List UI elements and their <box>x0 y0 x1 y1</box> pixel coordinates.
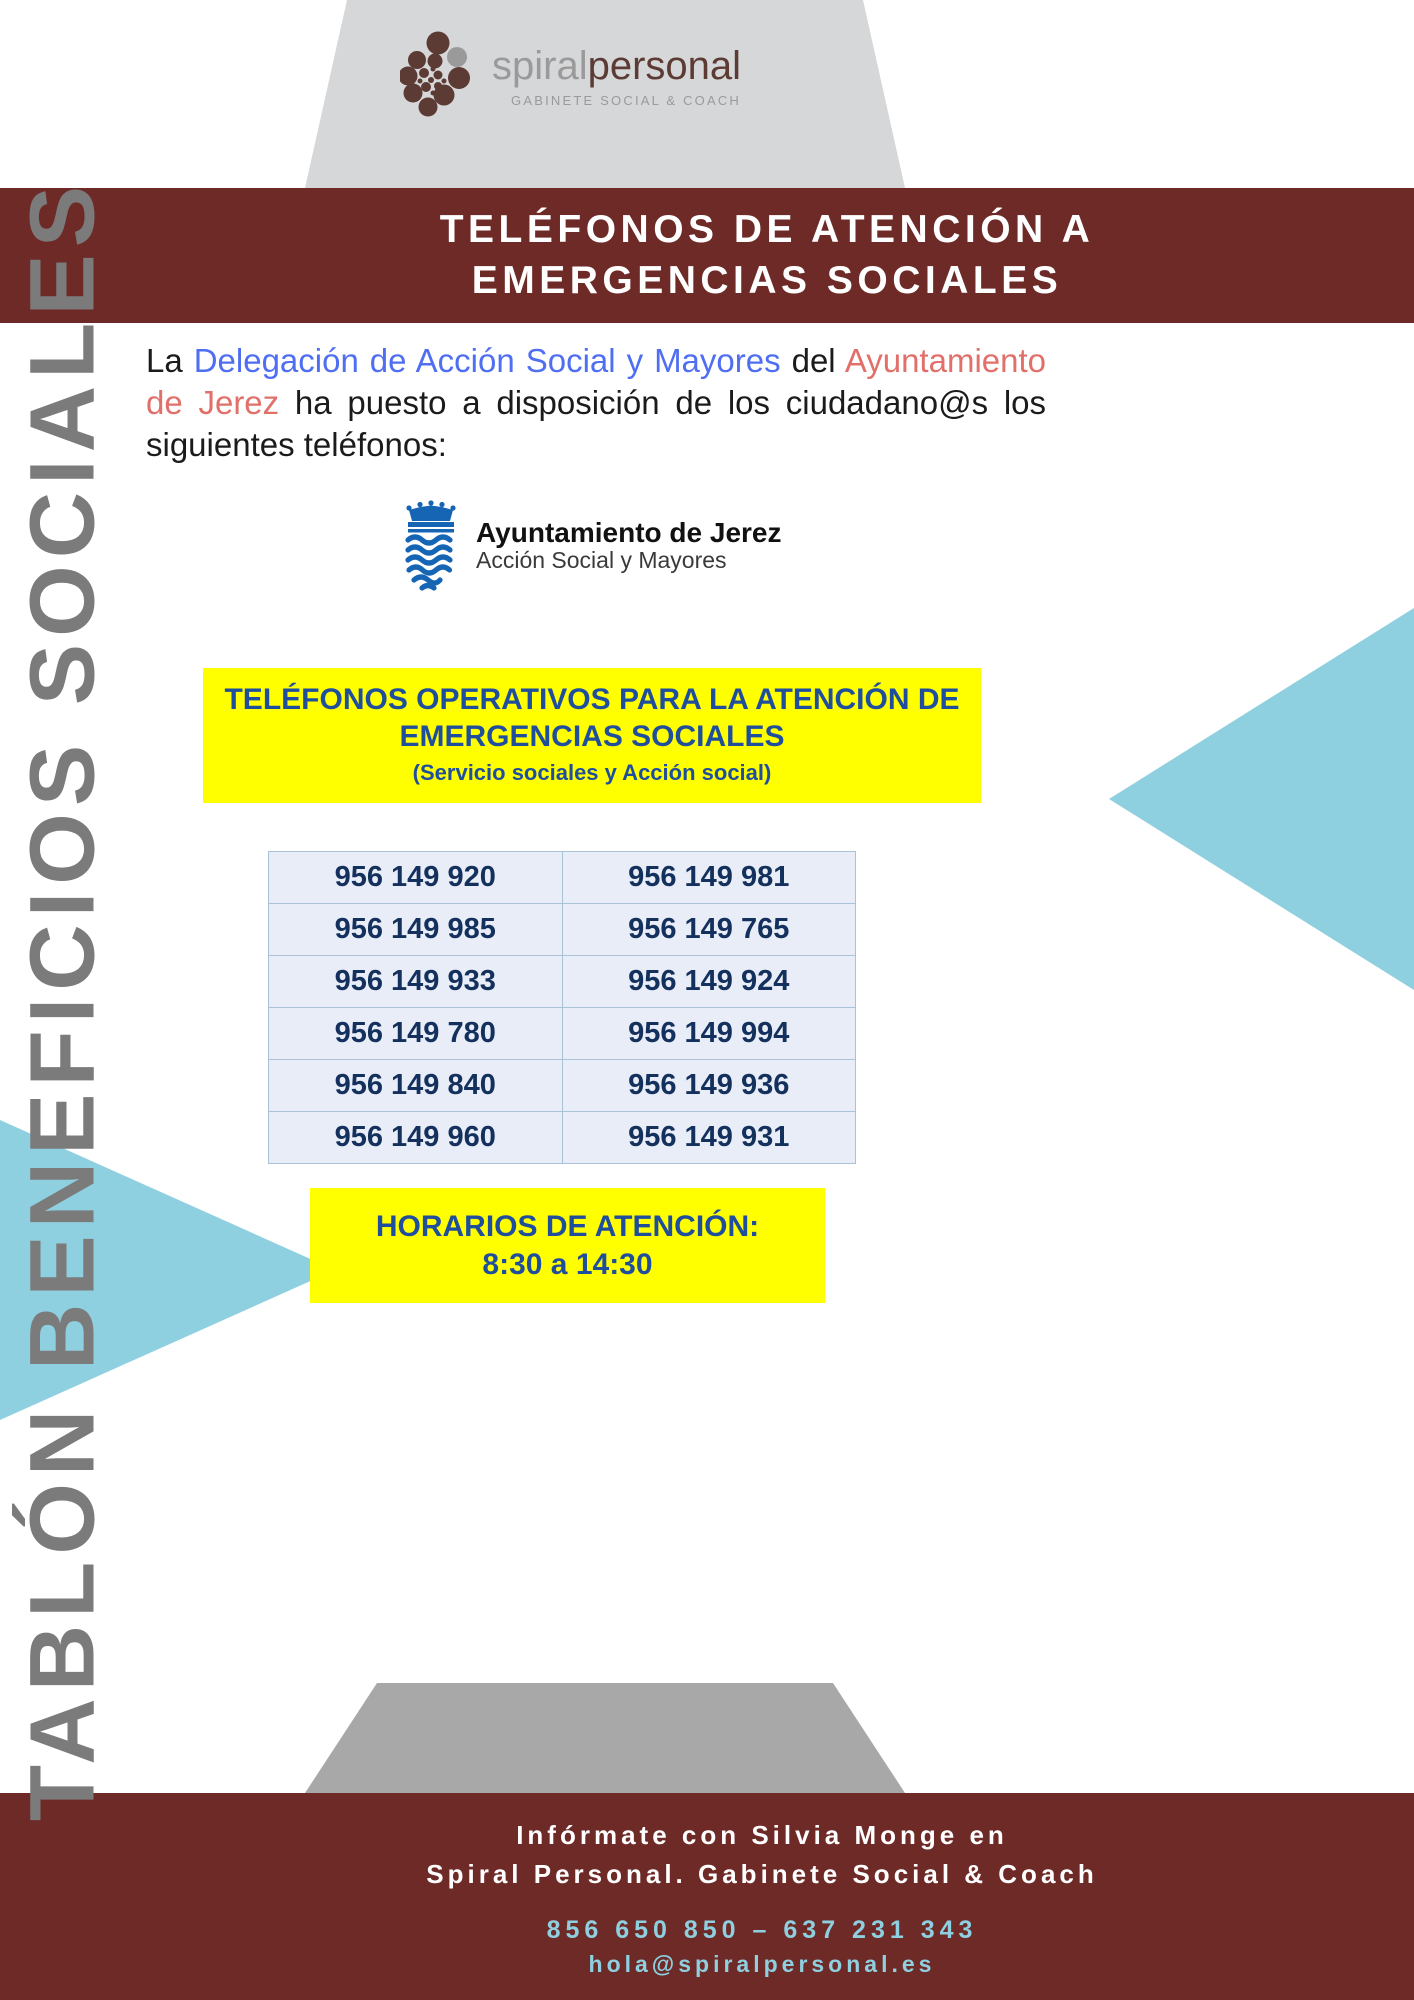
phone-cell[interactable]: 956 149 960 <box>269 1112 563 1164</box>
ayuntamiento-logo-text <box>476 518 781 574</box>
phone-cell[interactable]: 956 149 933 <box>269 956 563 1008</box>
hours-label: HORARIOS DE ATENCIÓN: <box>375 1210 760 1243</box>
table-row <box>269 956 856 1008</box>
phone-cell[interactable]: 956 149 780 <box>269 1008 563 1060</box>
spiral-dots-icon <box>400 31 480 123</box>
footer-contact <box>0 1793 1414 2000</box>
phone-table-body <box>269 852 856 1164</box>
footer-phone-numbers[interactable]: 856 650 850 – 637 231 343 <box>546 1915 978 1944</box>
table-row <box>269 1112 856 1164</box>
logo-tagline: GABINETE SOCIAL & COACH <box>511 93 742 108</box>
bottom-trapezoid-decor <box>305 1683 905 1793</box>
yellow-box-hours <box>310 1188 825 1303</box>
ayuntamiento-title: Ayuntamiento de Jerez <box>476 517 782 548</box>
phone-cell[interactable]: 956 149 936 <box>562 1060 856 1112</box>
table-row <box>269 904 856 956</box>
phone-cell[interactable]: 956 149 920 <box>269 852 563 904</box>
phone-cell[interactable]: 956 149 931 <box>562 1112 856 1164</box>
phone-cell[interactable]: 956 149 765 <box>562 904 856 956</box>
banner-text <box>157 205 1257 306</box>
phone-cell[interactable]: 956 149 985 <box>269 904 563 956</box>
para-seg-delegacion: Delegación de Acción Social y Mayores <box>193 342 781 379</box>
banner-line-2: EMERGENCIAS SOCIALES <box>471 258 1063 302</box>
right-triangle-decor <box>1109 608 1414 990</box>
phone-cell[interactable]: 956 149 924 <box>562 956 856 1008</box>
banner-line-1: TELÉFONOS DE ATENCIÓN A <box>439 207 1095 251</box>
para-seg-5: ha puesto a disposición de los ciudadano@s los siguientes teléfonos: <box>146 384 1047 464</box>
ayuntamiento-subtitle: Acción Social y Mayores <box>476 547 727 574</box>
phone-cell[interactable]: 956 149 981 <box>562 852 856 904</box>
para-seg-3: del <box>780 342 845 379</box>
para-seg-ayuntamiento: Ayuntamiento de Jerez <box>146 342 1047 422</box>
header-banner <box>0 188 1414 323</box>
footer-line-2: Spiral Personal. Gabinete Social & Coach <box>426 1858 1098 1889</box>
logo-word-personal: personal <box>587 44 742 88</box>
phone-cell[interactable]: 956 149 840 <box>269 1060 563 1112</box>
spiralpersonal-logo <box>400 22 820 132</box>
footer-email[interactable]: hola@spiralpersonal.es <box>588 1950 936 1977</box>
left-triangle-decor <box>0 1120 335 1420</box>
logo-wordmark <box>492 46 741 108</box>
table-row <box>269 1060 856 1112</box>
table-row <box>269 852 856 904</box>
yellow-box-line-1: TELÉFONOS OPERATIVOS PARA LA ATENCIÓN DE <box>224 683 960 717</box>
ayuntamiento-jerez-logo <box>400 500 780 592</box>
logo-word-top <box>492 46 741 86</box>
hours-value: 8:30 a 14:30 <box>482 1247 653 1281</box>
intro-paragraph <box>146 340 1046 467</box>
yellow-box-line-2: EMERGENCIAS SOCIALES <box>399 720 785 753</box>
jerez-crown-waves-icon <box>400 500 462 592</box>
phone-numbers-table <box>268 851 856 1164</box>
phone-cell[interactable]: 956 149 994 <box>562 1008 856 1060</box>
yellow-box-operative-phones <box>203 668 981 803</box>
sidebar-title-text: TABLÓN BENEFICIOS SOCIALES <box>11 178 114 1822</box>
para-seg-1: La <box>146 342 194 379</box>
logo-word-spiral: spiral <box>492 44 588 88</box>
yellow-box-line-3: (Servicio sociales y Acción social) <box>412 759 772 785</box>
footer-line-1: Infórmate con Silvia Monge en <box>516 1819 1008 1850</box>
table-row <box>269 1008 856 1060</box>
